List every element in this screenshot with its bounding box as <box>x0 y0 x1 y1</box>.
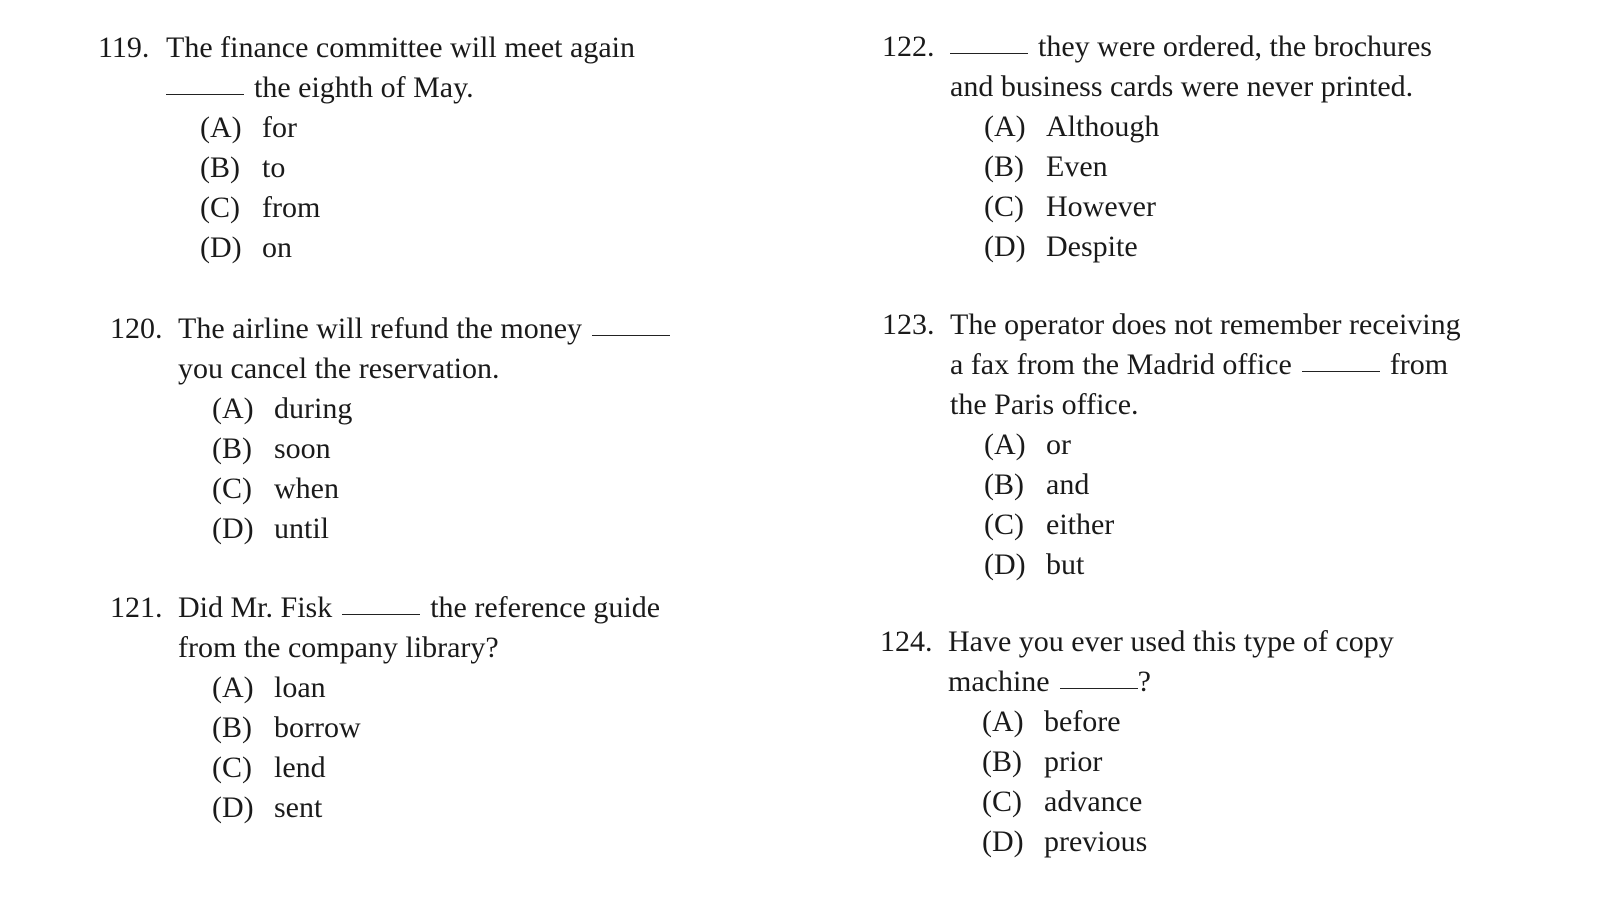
option-letter: (C) <box>212 751 252 784</box>
option-letter: (D) <box>200 231 242 264</box>
question-stem-line-2 <box>110 349 670 389</box>
option-a[interactable] <box>212 668 660 708</box>
option-text: from <box>262 191 321 224</box>
option-d[interactable] <box>984 545 1461 585</box>
option-letter: (A) <box>200 111 242 144</box>
option-letter: (C) <box>212 472 252 505</box>
option-b[interactable] <box>200 148 635 188</box>
option-letter: (A) <box>212 671 254 704</box>
option-text: for <box>262 111 297 144</box>
answer-options <box>982 702 1394 862</box>
option-text: to <box>262 151 286 184</box>
option-letter: (B) <box>984 468 1024 501</box>
question-stem-line-1 <box>110 588 660 628</box>
option-letter: (A) <box>984 428 1026 461</box>
question-text: the reference guide <box>430 591 661 624</box>
question-stem-line-2 <box>98 68 635 108</box>
option-letter: (B) <box>982 745 1022 778</box>
answer-options <box>212 668 660 828</box>
option-letter: (D) <box>212 791 254 824</box>
question-text: The finance committee will meet again <box>166 31 635 64</box>
question-text: Did Mr. Fisk <box>178 591 333 624</box>
option-letter: (B) <box>212 432 252 465</box>
question-text: from <box>1389 348 1449 381</box>
answer-blank <box>342 588 420 615</box>
option-text: but <box>1046 548 1085 581</box>
option-text: borrow <box>274 711 361 744</box>
option-d[interactable] <box>984 227 1432 267</box>
question-stem-line-2 <box>110 628 660 668</box>
question-119 <box>98 28 635 268</box>
option-c[interactable] <box>982 782 1394 822</box>
option-a[interactable] <box>984 107 1432 147</box>
option-a[interactable] <box>212 389 670 429</box>
question-number: 124. <box>880 625 933 658</box>
question-stem-line-1 <box>880 622 1394 662</box>
question-120 <box>110 309 670 549</box>
option-text: Although <box>1046 110 1160 143</box>
option-text: sent <box>274 791 323 824</box>
option-text: Even <box>1046 150 1108 183</box>
answer-blank <box>592 309 670 336</box>
option-letter: (D) <box>984 230 1026 263</box>
option-text: or <box>1046 428 1071 461</box>
option-letter: (C) <box>200 191 240 224</box>
question-number: 122. <box>882 30 935 63</box>
option-b[interactable] <box>984 147 1432 187</box>
option-letter: (D) <box>212 512 254 545</box>
option-letter: (D) <box>982 825 1024 858</box>
option-text: when <box>274 472 339 505</box>
answer-options <box>212 389 670 549</box>
question-122 <box>882 27 1432 267</box>
option-text: before <box>1044 705 1121 738</box>
question-text: the eighth of May. <box>254 71 474 104</box>
question-text: from the company library? <box>178 631 499 664</box>
option-d[interactable] <box>982 822 1394 862</box>
question-number: 121. <box>110 591 163 624</box>
option-b[interactable] <box>212 429 670 469</box>
option-d[interactable] <box>212 509 670 549</box>
question-text: and business cards were never printed. <box>950 70 1414 103</box>
answer-blank <box>166 68 244 95</box>
option-text: until <box>274 512 330 545</box>
question-number: 123. <box>882 308 935 341</box>
question-124 <box>880 622 1394 862</box>
question-text: The operator does not remember receiving <box>950 308 1461 341</box>
question-stem-line-1 <box>882 305 1461 345</box>
option-text: on <box>262 231 292 264</box>
option-c[interactable] <box>212 469 670 509</box>
answer-options <box>984 107 1432 267</box>
option-c[interactable] <box>200 188 635 228</box>
question-stem-line-3 <box>882 385 1461 425</box>
option-text: and <box>1046 468 1090 501</box>
option-text: loan <box>274 671 326 704</box>
answer-options <box>200 108 635 268</box>
option-letter: (C) <box>984 508 1024 541</box>
question-stem-line-1 <box>110 309 670 349</box>
option-d[interactable] <box>212 788 660 828</box>
option-text: soon <box>274 432 331 465</box>
option-b[interactable] <box>982 742 1394 782</box>
option-text: Despite <box>1046 230 1138 263</box>
question-text: ? <box>1137 665 1151 698</box>
option-letter: (D) <box>984 548 1026 581</box>
question-text: you cancel the reservation. <box>178 352 500 385</box>
question-text: Have you ever used this type of copy <box>948 625 1394 658</box>
option-text: either <box>1046 508 1115 541</box>
question-text: the Paris office. <box>950 388 1139 421</box>
question-123 <box>882 305 1461 585</box>
option-d[interactable] <box>200 228 635 268</box>
option-text: However <box>1046 190 1156 223</box>
option-letter: (A) <box>982 705 1024 738</box>
option-text: prior <box>1044 745 1103 778</box>
question-stem-line-1 <box>882 27 1432 67</box>
option-letter: (C) <box>984 190 1024 223</box>
option-letter: (C) <box>982 785 1022 818</box>
option-letter: (B) <box>200 151 240 184</box>
option-c[interactable] <box>984 187 1432 227</box>
option-letter: (B) <box>984 150 1024 183</box>
question-number: 119. <box>98 31 150 64</box>
answer-blank <box>1060 662 1138 689</box>
option-b[interactable] <box>212 708 660 748</box>
option-c[interactable] <box>212 748 660 788</box>
option-b[interactable] <box>984 465 1461 505</box>
answer-blank <box>1302 345 1380 372</box>
question-121 <box>110 588 660 828</box>
question-text: The airline will refund the money <box>178 312 583 345</box>
option-text: during <box>274 392 353 425</box>
option-letter: (B) <box>212 711 252 744</box>
option-text: previous <box>1044 825 1148 858</box>
question-text: machine <box>948 665 1050 698</box>
option-c[interactable] <box>984 505 1461 545</box>
question-stem-line-1 <box>98 28 635 68</box>
question-stem-line-2 <box>882 345 1461 385</box>
option-a[interactable] <box>200 108 635 148</box>
answer-blank <box>950 27 1028 54</box>
option-a[interactable] <box>982 702 1394 742</box>
option-a[interactable] <box>984 425 1461 465</box>
option-letter: (A) <box>984 110 1026 143</box>
option-letter: (A) <box>212 392 254 425</box>
question-text: they were ordered, the brochures <box>1038 30 1432 63</box>
option-text: advance <box>1044 785 1143 818</box>
question-text: a fax from the Madrid office <box>950 348 1292 381</box>
option-text: lend <box>274 751 326 784</box>
question-number: 120. <box>110 312 163 345</box>
question-stem-line-2 <box>880 662 1394 702</box>
question-stem-line-2 <box>882 67 1432 107</box>
answer-options <box>984 425 1461 585</box>
